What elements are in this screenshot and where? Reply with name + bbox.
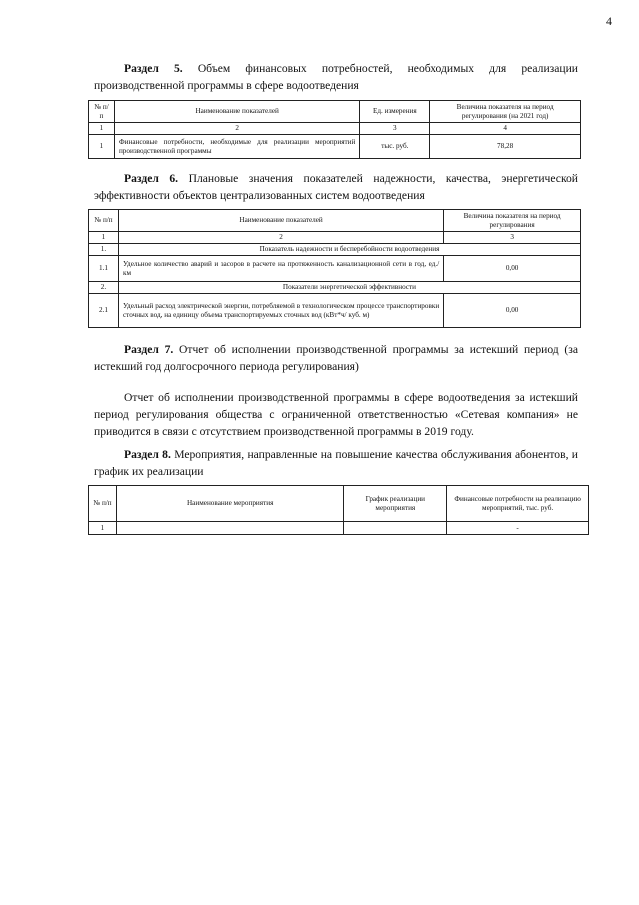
header-cell: Финансовые потребности на реализацию мероприятий, тыс. руб. [447, 486, 589, 522]
section6-label: Раздел 6. [124, 172, 179, 185]
measure-schedule [344, 522, 447, 535]
column-number: 3 [360, 123, 430, 135]
header-cell: № п/п [89, 486, 117, 522]
indicator-value: 0,00 [444, 294, 581, 328]
group-title: Показатели энергетической эффективности [118, 282, 580, 294]
header-cell: Наименование мероприятия [116, 486, 343, 522]
column-number: 4 [430, 123, 581, 135]
column-number: 2 [114, 123, 359, 135]
row-number: 1 [89, 135, 115, 159]
indicator-name: Финансовые потребности, необходимые для реализации мероприятий производственной программы [114, 135, 359, 159]
measure-name [116, 522, 343, 535]
section7-label: Раздел 7. [124, 343, 174, 356]
header-cell: Наименование показателей [118, 210, 443, 232]
header-cell: Величина показателя на период регулирования [444, 210, 581, 232]
page-number: 4 [606, 14, 612, 28]
header-cell: Наименование показателей [114, 101, 359, 123]
section6-heading [94, 170, 578, 204]
group-title: Показатель надежности и бесперебойности водоотведения [118, 244, 580, 256]
unit: тыс. руб. [360, 135, 430, 159]
indicator-name: Удельный расход электрической энергии, потребляемой в технологическом процессе транспортировки сточных вод, на единицу объема транспортируемых сточных вод (кВт*ч/ куб. м) [118, 294, 443, 328]
section6-title: Плановые значения показателей надежности, качества, энергетической эффективности объектов централизованных систем водоотведения [94, 172, 578, 202]
column-number: 1 [89, 232, 119, 244]
header-cell: № п/п [89, 101, 115, 123]
section8-title: Мероприятия, направленные на повышение качества обслуживания абонентов, и график их реализации [94, 448, 579, 478]
row-number: 1 [89, 522, 117, 535]
section6-table [88, 209, 581, 328]
section5-label: Раздел 5. [124, 62, 183, 75]
header-cell: Ед. измерения [360, 101, 430, 123]
header-cell: График реализации мероприятия [344, 486, 447, 522]
section5-table [88, 100, 581, 159]
group-number: 1. [89, 244, 119, 256]
section8-heading [94, 446, 578, 480]
group-number: 2. [89, 282, 119, 294]
column-number: 1 [89, 123, 115, 135]
indicator-value: 0,00 [444, 256, 581, 282]
section5-title: Объем финансовых потребностей, необходимых для реализации производственной программы в сфере водоотведения [94, 62, 578, 92]
section8-label: Раздел 8. [124, 448, 171, 461]
section8-table [88, 485, 589, 535]
row-number: 1.1 [89, 256, 119, 282]
column-number: 3 [444, 232, 581, 244]
column-number: 2 [118, 232, 443, 244]
indicator-name: Удельное количество аварий и засоров в расчете на протяженность канализационной сети в год, ед./ км [118, 256, 443, 282]
section7-heading [94, 341, 578, 375]
header-cell: № п/п [89, 210, 119, 232]
measure-financing: - [447, 522, 589, 535]
section7-title: Отчет об исполнении производственной программы за истекший период (за истекший год долгосрочного периода регулирования) [94, 343, 579, 373]
section7-body: Отчет об исполнении производственной программы в сфере водоотведения за истекший период регулирования общества с ограниченной ответственностью «Сетевая компания» не приводится в связи с отсутствием производственной программы в 2019 году. [94, 391, 578, 438]
section5-heading [94, 60, 578, 94]
indicator-value: 78,28 [430, 135, 581, 159]
header-cell: Величина показателя на период регулирования (на 2021 год) [430, 101, 581, 123]
row-number: 2.1 [89, 294, 119, 328]
